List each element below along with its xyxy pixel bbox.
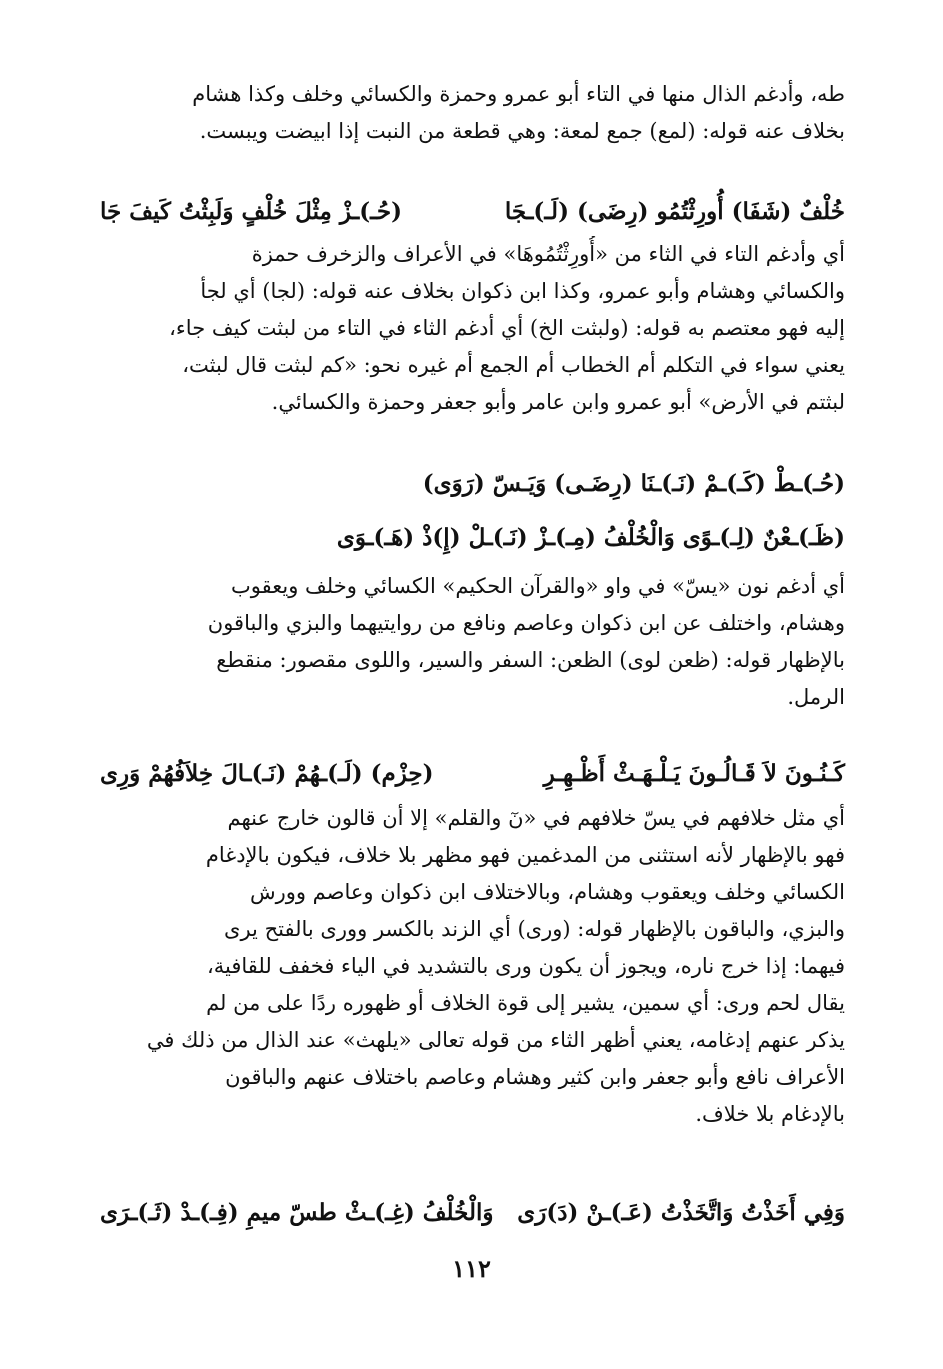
paragraph-2 xyxy=(100,236,845,421)
text-line: أي مثل خلافهم في يسّ خلافهم في «نٓ والقلم» إلا أن قالون خارج عنهم xyxy=(227,806,845,830)
text-line: فهو بالإظهار لأنه استثنى من المدغمين فهو مظهر بلا خلاف، فيكون بالإدغام xyxy=(205,843,845,867)
text-line: يذكر عنهم إدغامه، يعني أظهر الثاء من قوله تعالى «يلهث» عند الذال من ذلك في xyxy=(146,1028,845,1052)
paragraph-4 xyxy=(100,800,845,1133)
verse-2: (حُـ)ـطْ (كَـ)ـمْ (نَـ)ـنَا (رِضَـى) وَيَـسّ (رَوَى) xyxy=(422,470,845,497)
paragraph-1 xyxy=(100,76,845,150)
text-line: الأعراف نافع وأبو جعفر وابن كثير وهشام وعاصم باختلاف عنهم والباقون xyxy=(225,1065,845,1089)
text-line: أي أدغم نون «يسّ» في واو «والقرآن الحكيم» الكسائي وخلف ويعقوب xyxy=(231,574,845,598)
paragraph-3 xyxy=(100,568,845,716)
verse-5-left-hemistich: وَالْخُلْفُ (غِـ)ـثْ طسّ ميمِ (فِـ)ـدْ (ثَـ)ـرَى xyxy=(100,1199,494,1226)
text-line: يقال لحم ورى: أي سمين، يشير إلى قوة الخلاف أو ظهوره ردًا على من لم xyxy=(206,991,845,1015)
text-line: والبزي، والباقون بالإظهار قوله: (ورى) أي الزند بالكسر وورى بالفتح يرى xyxy=(224,917,845,941)
text-line: يعني سواء في التكلم أم الخطاب أم الجمع أم غيره نحو: «كم لبثت قال لبثت، xyxy=(182,353,845,377)
text-line: لبثتم في الأرض» أبو عمرو وابن عامر وأبو جعفر وحمزة والكسائي. xyxy=(271,390,845,414)
text-line: بالإدغام بلا خلاف. xyxy=(695,1102,845,1126)
verse-1-left-hemistich: (حُـ)ـزْ مِثْلَ خُلْفٍ وَلَبِثْتُ كَيفَ جَا xyxy=(100,198,403,225)
verse-4-left-hemistich: (حِزْم) (لَـ)ـهُمْ (نَـ)ـالَ خِلاَفُهُمْ وَرِى xyxy=(100,760,434,787)
verse-4-right-hemistich: كَـنُـونَ لاَ قَـالُـونَ يَـلْـهَـثْ أَظْـهِـرِ xyxy=(543,760,845,787)
text-line: بالإظهار قوله: (ظعن لوى) الظعن: السفر والسير، واللوى مقصور: منقطع xyxy=(216,648,845,672)
text-line: وهشام، واختلف عن ابن ذكوان وعاصم ونافع من روايتيهما والبزي والباقون xyxy=(207,611,845,635)
verse-5-right-hemistich: وَفِي أَخَذْتُ وَاتَّخَذْتُ (عَـ)ـنْ (دَ)رَى xyxy=(517,1199,845,1226)
text-line: طه، وأدغم الذال منها في التاء أبو عمرو وحمزة والكسائي وخلف وكذا هشام xyxy=(192,82,845,106)
text-line: الرمل. xyxy=(787,685,845,709)
text-line: إليه فهو معتصم به قوله: (ولبثت الخ) أي أدغم الثاء في التاء من لبثت كيف جاء، xyxy=(169,316,845,340)
verse-3: (ظَـ)ـعْنٌ (لِـ)ـوًى وَالْخُلْفُ (مِـ)ـزْ (نَـ)ـلْ (إِ)ذْ (هَـ)ـوَى xyxy=(336,524,845,551)
text-line: فيهما: إذا خرج ناره، ويجوز أن يكون ورى بالتشديد في الياء فخفف للقافية، xyxy=(206,954,845,978)
text-line: بخلاف عنه قوله: (لمع) جمع لمعة: وهي قطعة من النبت إذا ابيضت ويبست. xyxy=(199,119,845,143)
text-line: أي وأدغم التاء في الثاء من «أُورِثْتُمُوهَا» في الأعراف والزخرف حمزة xyxy=(251,242,845,266)
text-line: والكسائي وهشام وأبو عمرو، وكذا ابن ذكوان بخلاف عنه قوله: (لجا) أي لجأ xyxy=(200,279,845,303)
text-line: الكسائي وخلف ويعقوب وهشام، وبالاختلاف ابن ذكوان وعاصم وورش xyxy=(249,880,845,904)
verse-1-right-hemistich: خُلْفٌ (شَفَا) أُورِثْتُمُو (رِضَى) (لَـ)ـجَا xyxy=(504,198,845,225)
page-number: ١١٢ xyxy=(452,1254,491,1283)
